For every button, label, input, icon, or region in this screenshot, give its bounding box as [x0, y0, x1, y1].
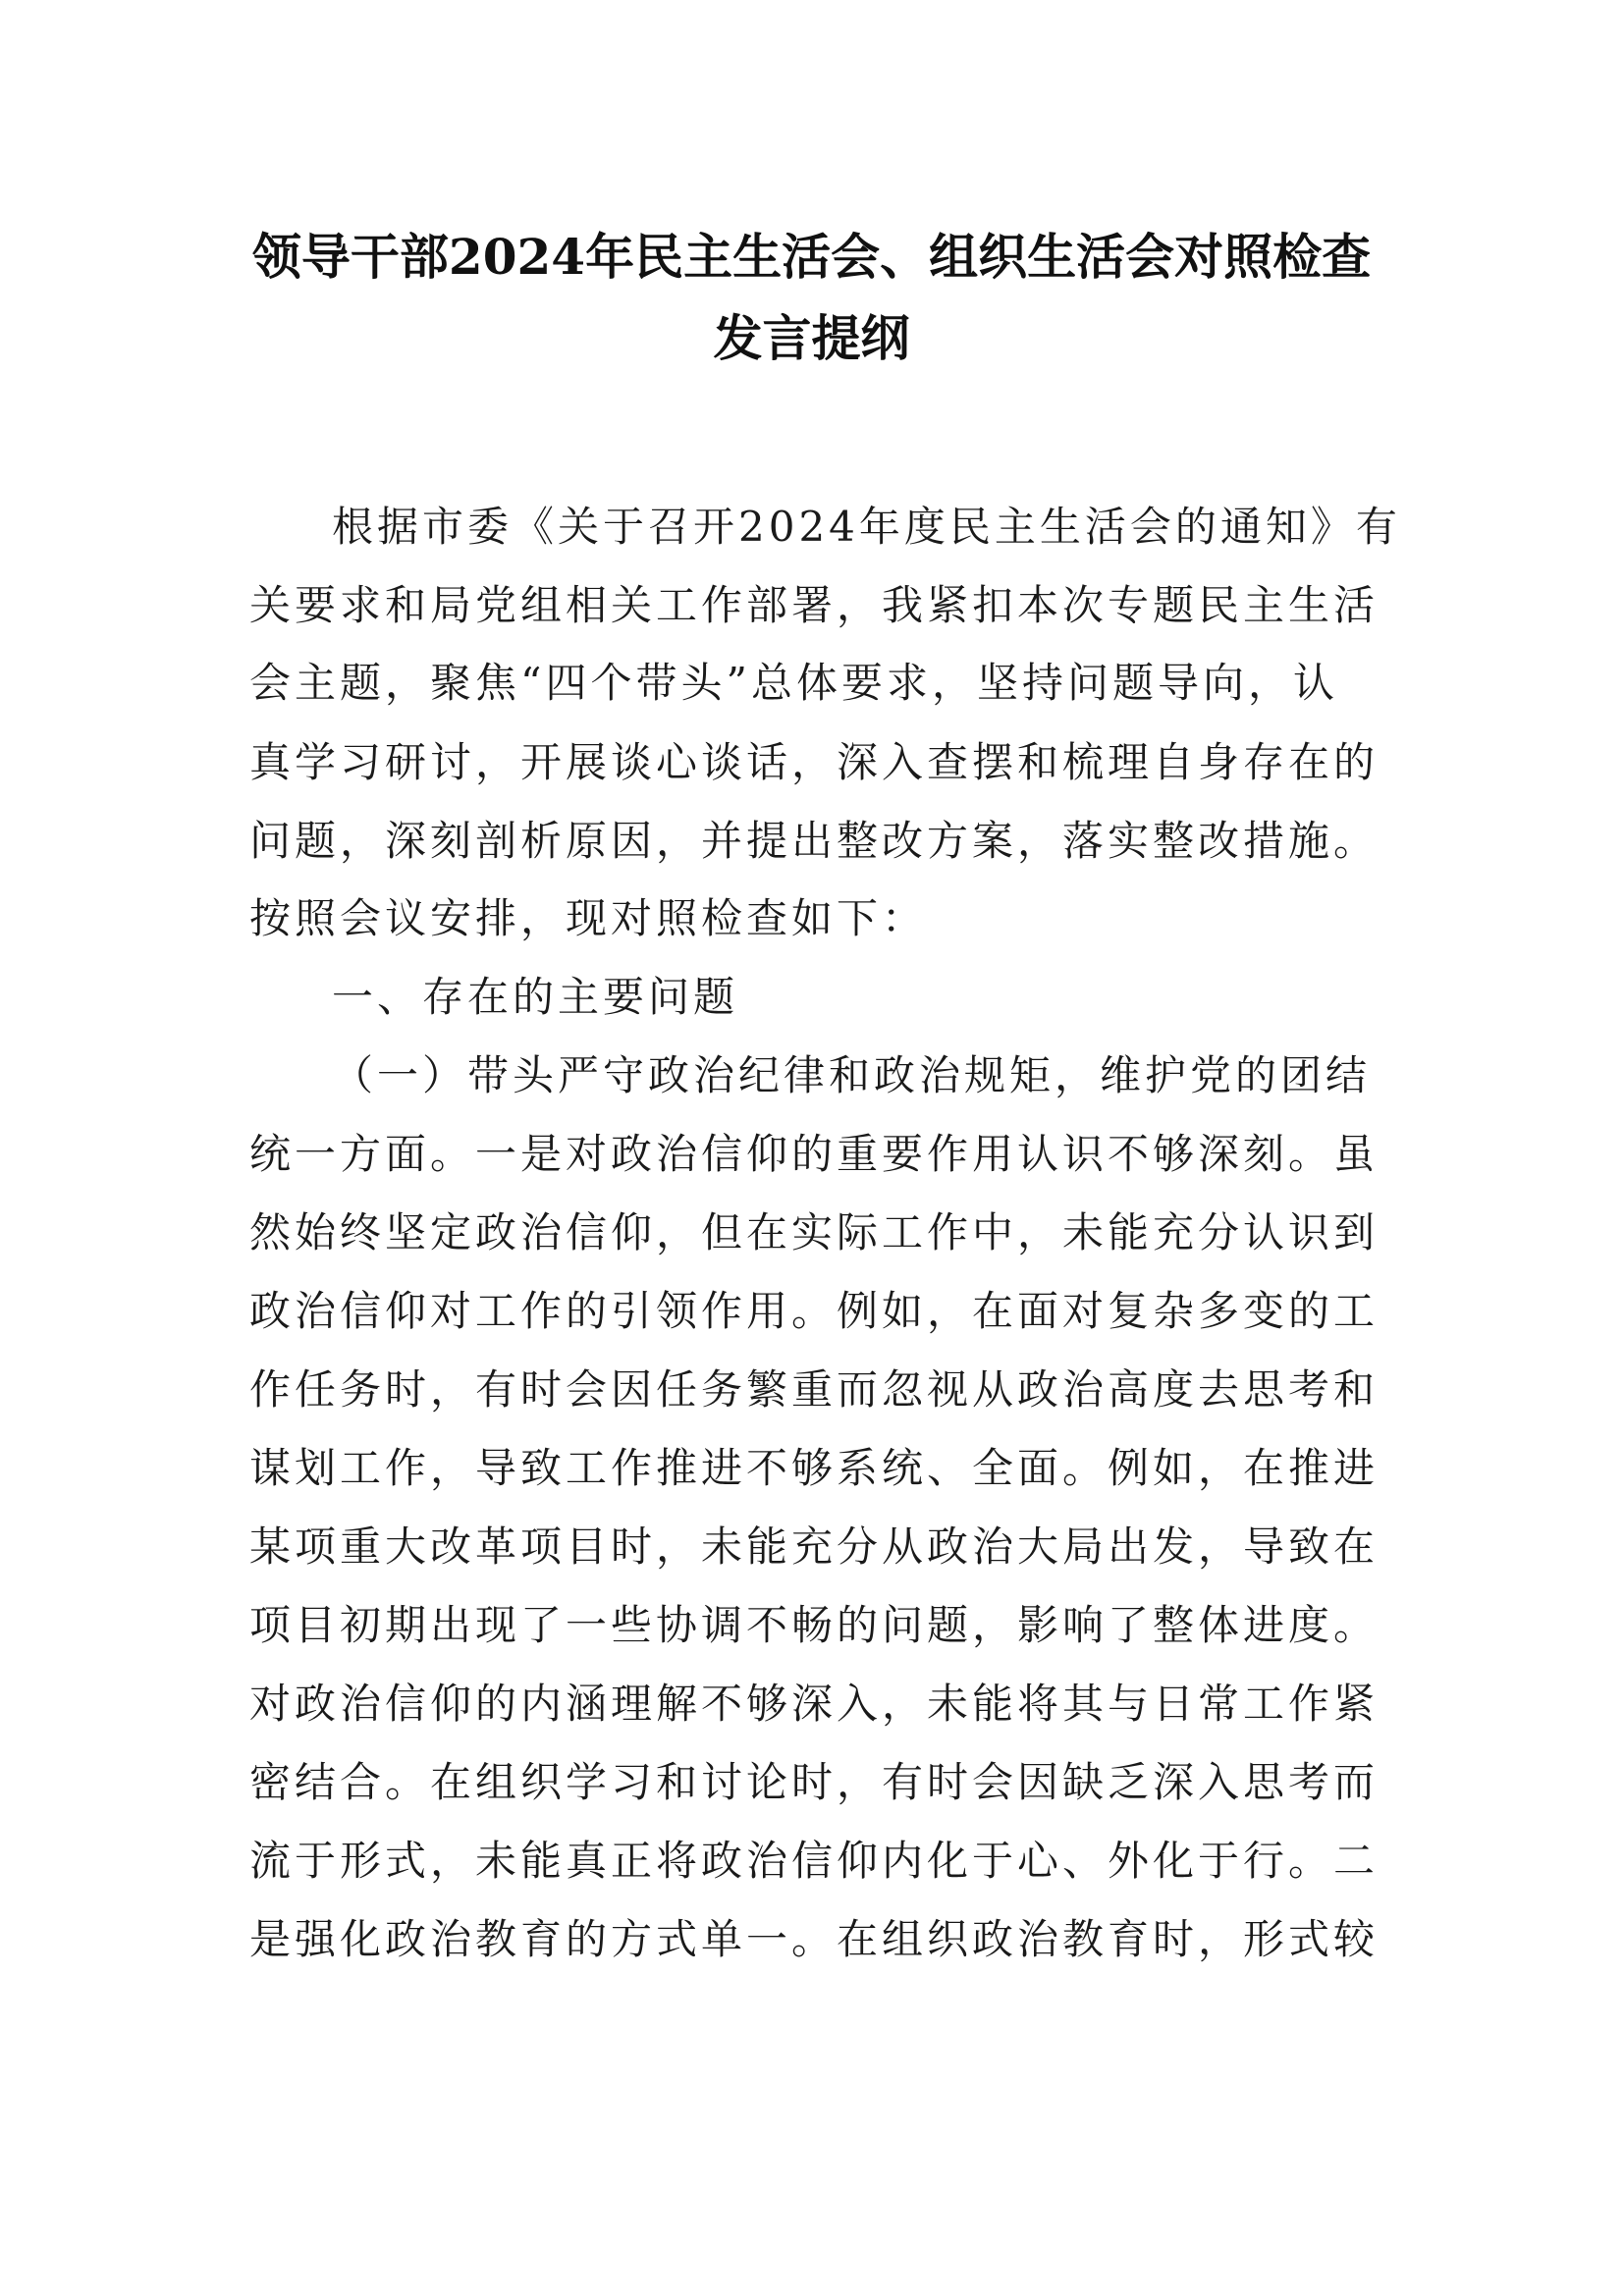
- body-line: 关要求和局党组相关工作部署，我紧扣本次专题民主生活: [249, 581, 1380, 629]
- body-line: 按照会议安排，现对照检查如下：: [249, 894, 928, 942]
- document-title: 领导干部2024年民主生活会、组织生活会对照检查: [251, 228, 1372, 286]
- document-title-continued: 发言提纲: [713, 309, 910, 367]
- body-line: 真学习研讨，开展谈心谈话，深入查摆和梳理自身存在的: [249, 738, 1380, 786]
- section-heading: 一、存在的主要问题: [332, 973, 739, 1021]
- body-line: 是强化政治教育的方式单一。在组织政治教育时，形式较: [249, 1915, 1380, 1963]
- body-line: 项目初期出现了一些协调不畅的问题，影响了整体进度。: [249, 1601, 1380, 1649]
- body-line: 然始终坚定政治信仰，但在实际工作中，未能充分认识到: [249, 1208, 1380, 1256]
- body-line: 问题，深刻剖析原因，并提出整改方案，落实整改措施。: [249, 817, 1380, 865]
- body-line: 谋划工作，导致工作推进不够系统、全面。例如，在推进: [249, 1444, 1380, 1492]
- body-line: （一）带头严守政治纪律和政治规矩，维护党的团结: [332, 1051, 1372, 1099]
- body-line: 对政治信仰的内涵理解不够深入，未能将其与日常工作紧: [249, 1680, 1380, 1728]
- body-line: 统一方面。一是对政治信仰的重要作用认识不够深刻。虽: [249, 1130, 1380, 1178]
- body-line: 政治信仰对工作的引领作用。例如，在面对复杂多变的工: [249, 1287, 1380, 1335]
- body-line: 会主题，聚焦“四个带头”总体要求，坚持问题导向，认: [249, 659, 1338, 707]
- body-line: 密结合。在组织学习和讨论时，有时会因缺乏深入思考而: [249, 1758, 1380, 1806]
- body-line: 流于形式，未能真正将政治信仰内化于心、外化于行。二: [249, 1837, 1380, 1885]
- body-line: 根据市委《关于召开2024年度民主生活会的通知》有: [332, 503, 1401, 551]
- body-line: 作任务时，有时会因任务繁重而忽视从政治高度去思考和: [249, 1365, 1380, 1414]
- body-line: 某项重大改革项目时，未能充分从政治大局出发，导致在: [249, 1522, 1380, 1571]
